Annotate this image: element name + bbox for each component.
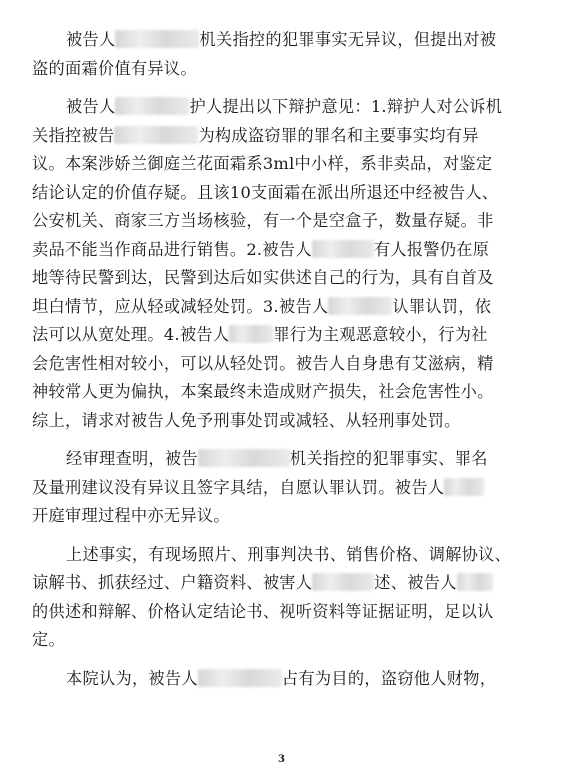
paragraph-evidence — [32, 541, 512, 655]
text-segment: 为构成盗窃罪的罪名和主要事实均有异 — [198, 125, 479, 145]
text-segment: 本院认为，被告人 — [66, 668, 198, 688]
text-line — [32, 445, 512, 474]
text-line — [32, 122, 512, 151]
text-line — [32, 598, 512, 627]
text-line — [32, 264, 512, 293]
text-segment: 神较常人更为偏执，本案最终未造成财产损失，社会危害性小。 — [32, 382, 494, 401]
text-segment: 占有为目的，盗窃他人财物， — [281, 668, 497, 688]
page-number: 3 — [278, 754, 285, 765]
text-segment: 机关指控的犯罪事实无异议，但提出对被 — [199, 30, 497, 49]
redaction-mark — [457, 573, 493, 591]
text-line — [32, 26, 512, 55]
text-line — [32, 179, 512, 208]
redaction-mark — [115, 30, 199, 48]
paragraph-court-findings — [32, 445, 512, 531]
paragraph-defense-opinion — [32, 93, 512, 435]
redaction-mark — [229, 325, 273, 343]
text-segment: 上述事实，有现场照片、刑事判决书、销售价格、调解协议、 — [66, 544, 512, 564]
text-line — [32, 55, 512, 84]
text-segment: 护人提出以下辩护意见：1.辩护人对公诉机 — [189, 97, 503, 116]
text-segment: 公安机关、商家三方当场核验，有一个是空盒子，数量存疑。非 — [32, 211, 494, 230]
paragraph-defendant-objection — [32, 26, 512, 83]
text-segment: 认罪认罚，依 — [392, 296, 492, 316]
text-line — [32, 350, 512, 379]
text-segment: 的供述和辩解、价格认定结论书、视听资料等证据证明，足以认 — [32, 601, 494, 621]
text-segment: 关指控被告 — [32, 125, 115, 145]
text-segment: 会危害性相对较小，可以从轻处罚。被告人自身患有艾滋病，精 — [32, 353, 494, 373]
text-segment: 经审理查明，被告 — [66, 449, 198, 468]
text-line — [32, 93, 512, 122]
text-segment: 卖品不能当作商品进行销售。2.被告人 — [32, 239, 312, 259]
text-line — [32, 207, 512, 236]
text-line — [32, 665, 512, 694]
document-page — [32, 26, 512, 703]
text-line — [32, 569, 512, 598]
text-segment: 机关指控的犯罪事实、罪名 — [289, 449, 488, 468]
text-segment: 议。本案涉娇兰御庭兰花面霜系3ml中小样，系非卖品，对鉴定 — [32, 154, 493, 173]
text-segment: 地等待民警到达，民警到达后如实供述自己的行为，具有自首及 — [32, 268, 494, 287]
text-segment: 被告人 — [66, 30, 116, 49]
text-segment: 开庭审理过程中亦无异议。 — [32, 506, 230, 525]
text-segment: 谅解书、抓获经过、户籍资料、被害人 — [32, 573, 313, 592]
text-line — [32, 502, 512, 531]
text-segment: 及量刑建议没有异议且签字具结，自愿认罪认罚。被告人 — [32, 477, 445, 497]
text-line — [32, 236, 512, 265]
redaction-mark — [328, 297, 392, 315]
text-segment: 述、被告人 — [374, 573, 457, 592]
redaction-mark — [312, 573, 374, 591]
text-segment: 罪行为主观恶意较小，行为社 — [273, 325, 488, 344]
redaction-mark — [312, 240, 374, 258]
text-segment: 盗的面霜价值有异议。 — [32, 58, 197, 78]
text-segment: 被告人 — [66, 97, 116, 116]
text-segment: 综上，请求对被告人免予刑事处罚或减轻、从轻刑事处罚。 — [32, 410, 461, 430]
text-segment: 结论认定的价值存疑。且该10支面霜在派出所退还中经被告人、 — [32, 182, 499, 202]
text-line — [32, 626, 512, 655]
text-segment: 有人报警仍在原 — [373, 239, 490, 259]
text-segment: 法可以从宽处理。4.被告人 — [32, 325, 230, 344]
text-line — [32, 150, 512, 179]
text-line — [32, 474, 512, 503]
text-segment: 坦白情节，应从轻或减轻处罚。3.被告人 — [32, 296, 329, 316]
redaction-mark — [115, 97, 189, 115]
redaction-mark — [198, 669, 282, 687]
text-line — [32, 321, 512, 350]
paragraph-court-opinion — [32, 665, 512, 694]
redaction-mark — [114, 126, 198, 144]
text-line — [32, 407, 512, 436]
text-segment: 定。 — [32, 630, 65, 649]
redaction-mark — [198, 449, 290, 467]
text-line — [32, 378, 512, 407]
text-line — [32, 541, 512, 570]
text-line — [32, 293, 512, 322]
redaction-mark — [444, 478, 484, 496]
